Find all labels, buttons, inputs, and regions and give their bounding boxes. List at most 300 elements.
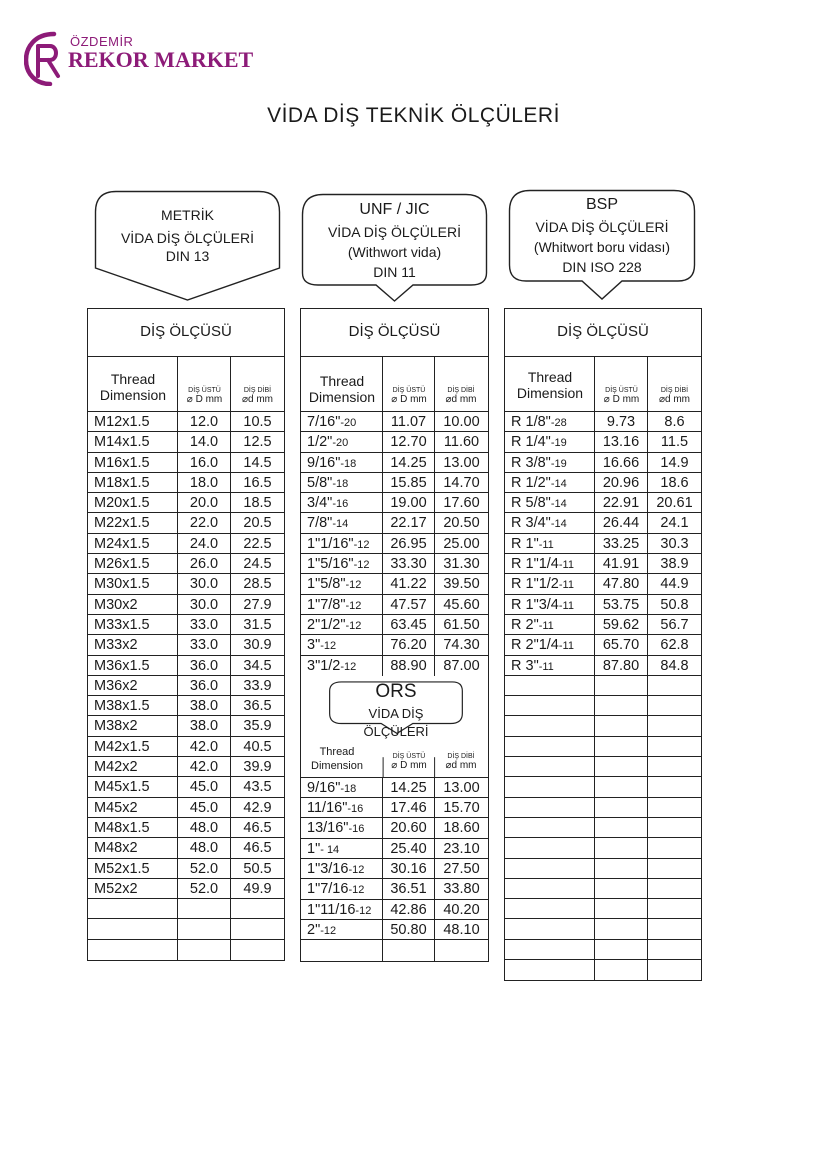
metric-thread-cell (88, 453, 178, 472)
bsp-minor-diameter (648, 737, 701, 756)
bsp-major-diameter: 59.62 (595, 615, 648, 634)
unf-major-diameter: 15.85 (383, 473, 435, 492)
unf-column-headers (301, 357, 488, 412)
bsp-row (505, 574, 701, 594)
unf-minor-diameter: 14.70 (443, 474, 480, 491)
unf-minor-diameter: 13.00 (443, 454, 480, 471)
metric-th-thread-2: Dimension (99, 387, 167, 403)
bsp-thread-cell (505, 940, 595, 959)
unf-major-diameter: 76.20 (383, 635, 435, 654)
bsp-thread-pitch: -14 (550, 498, 567, 511)
ors-minor-diameter: 27.50 (443, 861, 480, 878)
bsp-major-diameter (595, 716, 648, 735)
unf-major-diameter: 22.17 (383, 513, 435, 532)
bsp-th-thread-1: Thread (527, 369, 573, 385)
bsp-thread-cell (505, 493, 595, 512)
bsp-row (505, 696, 701, 716)
metric-thread-cell (88, 818, 178, 837)
unf-row (301, 615, 488, 635)
bsp-thread-pitch: -14 (550, 518, 567, 531)
bsp-major-diameter: 53.75 (595, 595, 648, 614)
metric-minor-diameter: 40.5 (243, 738, 272, 755)
metric-column-headers (88, 357, 284, 412)
bsp-row (505, 534, 701, 554)
bsp-minor-diameter (648, 919, 701, 938)
bsp-thread-cell (505, 656, 595, 675)
metric-thread-size: M20x1.5 (94, 495, 150, 512)
metric-thread-cell (88, 615, 178, 634)
bsp-minor-diameter: 14.9 (660, 454, 689, 471)
metric-thread-size: M42x1.5 (94, 738, 150, 755)
ors-major-diameter: 36.51 (383, 879, 435, 898)
bsp-major-diameter: 65.70 (595, 635, 648, 654)
bsp-thread-cell (505, 757, 595, 776)
bsp-row (505, 798, 701, 818)
ors-thread-cell (301, 778, 383, 797)
bsp-th-thread-2: Dimension (516, 385, 584, 401)
metric-row (88, 615, 284, 635)
unf-thread-pitch: -12 (345, 619, 362, 632)
metric-row (88, 412, 284, 432)
unf-minor-diameter: 20.50 (443, 515, 480, 532)
ors-thread-cell (301, 798, 383, 817)
metric-thread-size: M45x1.5 (94, 779, 150, 796)
bsp-thread-pitch: -11 (538, 538, 554, 551)
metric-minor-diameter: 46.5 (243, 840, 272, 857)
bsp-major-diameter: 9.73 (595, 412, 648, 431)
unf-thread-pitch: -20 (340, 417, 357, 429)
metric-row (88, 676, 284, 696)
unf-thread-cell (301, 595, 383, 614)
ors-row (301, 818, 488, 838)
metric-row (88, 493, 284, 513)
bsp-row (505, 757, 701, 777)
metric-thread-size: M24x1.5 (94, 535, 150, 552)
unf-thread-cell (301, 534, 383, 553)
unf-minor-diameter: 31.30 (443, 556, 480, 573)
bsp-minor-diameter: 84.8 (660, 657, 689, 674)
unf-th-dis-dibi: DİŞ DİBİ (447, 387, 475, 394)
ors-major-diameter: 25.40 (383, 839, 435, 858)
bsp-minor-diameter (648, 676, 701, 695)
unf-minor-diameter: 39.50 (443, 576, 480, 593)
ors-thread-pitch: -12 (348, 884, 365, 897)
metric-row (88, 554, 284, 574)
ors-thread-pitch: -12 (320, 924, 337, 937)
metric-major-diameter: 18.0 (178, 473, 231, 492)
ors-thread-size: 1" (307, 840, 321, 857)
bsp-major-diameter (595, 960, 648, 980)
ors-thread-size: 9/16" (307, 779, 341, 796)
unf-badge-line-2: VİDA DİŞ ÖLÇÜLERİ (327, 224, 462, 240)
metric-thread-size: M14x1.5 (94, 434, 150, 451)
bsp-thread-cell (505, 595, 595, 614)
brand-small-text: ÖZDEMİR (70, 34, 134, 49)
bsp-minor-diameter (648, 818, 701, 837)
brand-name: REKOR MARKET (68, 47, 254, 72)
unf-thread-pitch: -12 (320, 640, 337, 653)
unf-row (301, 493, 488, 513)
unf-thread-size: 3" (307, 637, 321, 654)
bsp-minor-diameter: 62.8 (660, 637, 689, 654)
bsp-thread-cell (505, 635, 595, 654)
metric-thread-size: M36x1.5 (94, 657, 150, 674)
unf-badge (301, 193, 488, 303)
unf-major-diameter: 88.90 (383, 656, 435, 676)
metric-minor-diameter: 36.5 (243, 698, 272, 715)
metric-thread-cell (88, 777, 178, 796)
unf-thread-pitch: -12 (345, 599, 362, 612)
bsp-major-diameter (595, 798, 648, 817)
ors-row (301, 920, 488, 940)
bsp-thread-pitch: -28 (550, 417, 567, 429)
unf-table-body (301, 412, 488, 676)
bsp-thread-cell (505, 859, 595, 878)
bsp-thread-size: R 2" (511, 616, 539, 633)
metric-major-diameter: 12.0 (178, 412, 231, 431)
metric-major-diameter: 24.0 (178, 534, 231, 553)
metric-row (88, 838, 284, 858)
metric-minor-diameter: 20.5 (243, 515, 272, 532)
ors-thread-pitch: -12 (348, 864, 365, 877)
metric-minor-diameter: 39.9 (243, 759, 272, 776)
metric-thread-size: M22x1.5 (94, 515, 150, 532)
metric-row (88, 574, 284, 594)
ors-thread-size: 11/16" (307, 800, 348, 817)
unf-thread-cell (301, 615, 383, 634)
bsp-badge-line-1: BSP (585, 196, 618, 213)
metric-minor-diameter: 10.5 (243, 414, 272, 430)
bsp-th-dis-ustu: DİŞ ÜSTÜ (605, 387, 638, 394)
ors-thread-cell (301, 859, 383, 878)
bsp-th-dis-ustu-unit: ⌀ D mm (603, 394, 640, 405)
bsp-row (505, 493, 701, 513)
metric-row (88, 595, 284, 615)
unf-thread-size: 2"1/2" (307, 616, 346, 633)
metric-row (88, 656, 284, 676)
metric-thread-cell (88, 554, 178, 573)
bsp-minor-diameter (648, 960, 701, 980)
unf-table (300, 308, 489, 962)
bsp-row (505, 554, 701, 574)
bsp-minor-diameter (648, 777, 701, 796)
bsp-minor-diameter: 30.3 (660, 535, 689, 552)
ors-row (301, 900, 488, 920)
metric-row (88, 696, 284, 716)
unf-major-diameter: 19.00 (383, 493, 435, 512)
bsp-major-diameter (595, 879, 648, 898)
ors-minor-diameter: 13.00 (443, 779, 480, 796)
bsp-major-diameter (595, 818, 648, 837)
metric-thread-cell (88, 737, 178, 756)
metric-minor-diameter: 31.5 (243, 616, 272, 633)
bsp-thread-size: R 3/4" (511, 515, 551, 532)
metric-th-thread-1: Thread (110, 371, 156, 387)
unf-thread-pitch: -20 (332, 437, 349, 450)
metric-thread-size: M18x1.5 (94, 474, 150, 491)
metric-minor-diameter: 22.5 (243, 535, 272, 552)
bsp-minor-diameter: 44.9 (660, 576, 689, 593)
bsp-thread-cell (505, 899, 595, 918)
brand-r-icon (24, 30, 68, 86)
unf-thread-size: 9/16" (307, 454, 341, 471)
metric-minor-diameter: 33.9 (243, 677, 272, 694)
metric-row (88, 453, 284, 473)
metric-row (88, 473, 284, 493)
bsp-thread-cell (505, 453, 595, 472)
bsp-major-diameter (595, 899, 648, 918)
unf-thread-pitch: -12 (353, 538, 370, 551)
metric-minor-diameter: 50.5 (243, 860, 272, 877)
bsp-minor-diameter (648, 859, 701, 878)
unf-major-diameter: 12.70 (383, 432, 435, 451)
metric-th-dis-dibi: DİŞ DİBİ (243, 387, 272, 394)
bsp-minor-diameter: 38.9 (660, 556, 689, 573)
bsp-row (505, 940, 701, 960)
ors-badge-line-2: VİDA DİŞ (368, 705, 424, 721)
bsp-major-diameter (595, 940, 648, 959)
metric-major-diameter: 45.0 (178, 777, 231, 796)
bsp-major-diameter: 22.91 (595, 493, 648, 512)
metric-row (88, 859, 284, 879)
metric-minor-diameter: 35.9 (243, 718, 272, 735)
metric-major-diameter: 22.0 (178, 513, 231, 532)
ors-section (301, 676, 488, 778)
ors-thread-cell (301, 900, 383, 919)
ors-major-diameter: 42.86 (383, 900, 435, 919)
metric-thread-cell (88, 879, 178, 898)
bsp-thread-size: R 1"3/4 (511, 596, 559, 613)
metric-major-diameter: 14.0 (178, 432, 231, 451)
ors-major-diameter: 17.46 (383, 798, 435, 817)
metric-minor-diameter: 14.5 (243, 454, 272, 471)
bsp-thread-size: R 1"1/4 (511, 556, 559, 573)
metric-table (87, 308, 285, 961)
bsp-row (505, 595, 701, 615)
unf-row (301, 432, 488, 452)
metric-badge (94, 190, 281, 302)
unf-thread-cell (301, 574, 383, 593)
ors-row (301, 859, 488, 879)
unf-row (301, 412, 488, 432)
unf-thread-size: 7/8" (307, 515, 333, 532)
bsp-minor-diameter (648, 716, 701, 735)
metric-minor-diameter: 24.5 (243, 556, 272, 573)
ors-row (301, 839, 488, 859)
metric-table-body (88, 412, 284, 960)
unf-thread-cell (301, 635, 383, 654)
unf-badge-line-1: UNF / JIC (359, 201, 430, 218)
ors-minor-diameter: 40.20 (443, 901, 480, 918)
bsp-row (505, 859, 701, 879)
bsp-thread-size: R 1/2" (511, 474, 551, 491)
bsp-thread-cell (505, 412, 595, 431)
metric-badge-line-2: VİDA DİŞ ÖLÇÜLERİ (120, 230, 255, 246)
metric-thread-cell (88, 534, 178, 553)
ors-thread-pitch: - 14 (320, 843, 340, 856)
bsp-thread-cell (505, 513, 595, 532)
ors-row (301, 798, 488, 818)
metric-thread-cell (88, 838, 178, 857)
bsp-thread-cell (505, 534, 595, 553)
metric-minor-diameter: 49.9 (243, 880, 272, 897)
bsp-major-diameter: 87.80 (595, 656, 648, 675)
metric-thread-cell (88, 656, 178, 675)
unf-thread-cell (301, 432, 383, 451)
bsp-row (505, 919, 701, 939)
unf-row (301, 635, 488, 655)
metric-major-diameter: 20.0 (178, 493, 231, 512)
metric-row (88, 432, 284, 452)
page-title: VİDA DİŞ TEKNİK ÖLÇÜLERİ (267, 104, 560, 127)
unf-row (301, 554, 488, 574)
ors-thread-pitch: -12 (355, 904, 372, 917)
metric-th-dis-dibi-unit: ⌀d mm (241, 394, 274, 405)
metric-thread-size: M38x2 (94, 718, 138, 735)
metric-row (88, 818, 284, 838)
bsp-thread-cell (505, 798, 595, 817)
metric-th-dis-ustu: DİŞ ÜSTÜ (188, 387, 221, 394)
unf-row (301, 473, 488, 493)
bsp-thread-cell (505, 473, 595, 492)
metric-row (88, 879, 284, 899)
unf-thread-pitch: -18 (340, 457, 357, 470)
metric-thread-cell (88, 473, 178, 492)
unf-th-thread-1: Thread (319, 373, 365, 389)
bsp-thread-pitch: -11 (538, 660, 554, 673)
bsp-thread-size: R 1/8" (511, 414, 551, 430)
bsp-thread-cell (505, 818, 595, 837)
metric-major-diameter: 48.0 (178, 818, 231, 837)
metric-minor-diameter (231, 940, 284, 960)
unf-major-diameter: 41.22 (383, 574, 435, 593)
metric-minor-diameter (231, 899, 284, 918)
bsp-minor-diameter (648, 696, 701, 715)
ors-thread-pitch: -16 (347, 803, 364, 816)
unf-th-dis-dibi-unit: ⌀d mm (445, 394, 477, 405)
metric-major-diameter: 38.0 (178, 696, 231, 715)
unf-thread-size: 1"7/8" (307, 596, 346, 613)
ors-row (301, 778, 488, 798)
bsp-column-headers (505, 357, 701, 412)
metric-major-diameter: 30.0 (178, 574, 231, 593)
bsp-thread-size: R 1" (511, 535, 539, 552)
metric-thread-size: M30x1.5 (94, 576, 150, 593)
metric-major-diameter (178, 919, 231, 938)
bsp-major-diameter: 33.25 (595, 534, 648, 553)
ors-row (301, 940, 488, 960)
metric-thread-cell (88, 757, 178, 776)
metric-thread-size: M36x2 (94, 677, 138, 694)
bsp-table (504, 308, 702, 981)
bsp-row (505, 513, 701, 533)
metric-major-diameter: 48.0 (178, 838, 231, 857)
metric-major-diameter: 45.0 (178, 798, 231, 817)
ors-major-diameter: 30.16 (383, 859, 435, 878)
unf-row (301, 513, 488, 533)
unf-major-diameter: 33.30 (383, 554, 435, 573)
metric-minor-diameter: 30.9 (243, 637, 272, 654)
metric-thread-cell (88, 493, 178, 512)
ors-major-diameter: 14.25 (383, 778, 435, 797)
bsp-thread-pitch: -19 (550, 457, 567, 470)
metric-thread-cell (88, 635, 178, 654)
bsp-row (505, 412, 701, 432)
metric-table-header: DİŞ ÖLÇÜSÜ (88, 309, 284, 357)
bsp-row (505, 818, 701, 838)
metric-minor-diameter (231, 919, 284, 938)
bsp-thread-size: R 3" (511, 657, 539, 674)
unf-row (301, 595, 488, 615)
metric-major-diameter: 38.0 (178, 716, 231, 735)
unf-table-header: DİŞ ÖLÇÜSÜ (301, 309, 488, 357)
metric-thread-cell (88, 696, 178, 715)
bsp-thread-cell (505, 432, 595, 451)
metric-row (88, 940, 284, 960)
ors-table-body (301, 778, 488, 961)
metric-row (88, 534, 284, 554)
bsp-thread-pitch: -11 (558, 599, 574, 612)
unf-thread-cell (301, 656, 383, 676)
bsp-thread-pitch: -11 (538, 619, 554, 632)
unf-thread-cell (301, 513, 383, 532)
metric-th-dis-ustu-unit: ⌀ D mm (186, 394, 223, 405)
bsp-thread-cell (505, 919, 595, 938)
unf-minor-diameter: 11.60 (443, 434, 480, 451)
unf-minor-diameter: 87.00 (443, 657, 480, 674)
unf-thread-size: 7/16" (307, 414, 341, 430)
metric-major-diameter (178, 899, 231, 918)
metric-thread-cell (88, 513, 178, 532)
ors-th-dis-dibi-unit: ⌀d mm (445, 759, 477, 771)
metric-major-diameter: 52.0 (178, 859, 231, 878)
bsp-major-diameter: 41.91 (595, 554, 648, 573)
bsp-thread-cell (505, 777, 595, 796)
unf-major-diameter: 26.95 (383, 534, 435, 553)
metric-major-diameter: 36.0 (178, 676, 231, 695)
bsp-row (505, 838, 701, 858)
metric-thread-size: M52x1.5 (94, 860, 150, 877)
bsp-major-diameter (595, 696, 648, 715)
ors-minor-diameter (435, 940, 488, 960)
ors-thread-pitch: -18 (340, 782, 357, 795)
ors-minor-diameter: 48.10 (443, 921, 480, 938)
bsp-row (505, 615, 701, 635)
metric-thread-size: M52x2 (94, 880, 138, 897)
unf-thread-size: 1"5/16" (307, 556, 354, 573)
bsp-thread-cell (505, 716, 595, 735)
ors-minor-diameter: 33.80 (443, 881, 480, 898)
ors-major-diameter (383, 940, 435, 960)
metric-badge-line-3: DIN 13 (165, 248, 210, 264)
metric-row (88, 757, 284, 777)
bsp-badge-line-2: VİDA DİŞ ÖLÇÜLERİ (535, 219, 669, 235)
bsp-thread-cell (505, 615, 595, 634)
metric-row (88, 777, 284, 797)
metric-thread-cell (88, 412, 178, 431)
bsp-minor-diameter: 18.6 (660, 474, 689, 491)
metric-thread-cell (88, 940, 178, 960)
metric-row (88, 737, 284, 757)
metric-major-diameter: 36.0 (178, 656, 231, 675)
bsp-minor-diameter: 11.5 (660, 434, 689, 451)
ors-minor-diameter: 18.60 (443, 820, 480, 837)
metric-row (88, 513, 284, 533)
unf-major-diameter: 47.57 (383, 595, 435, 614)
metric-thread-size: M42x2 (94, 759, 138, 776)
bsp-row (505, 777, 701, 797)
bsp-major-diameter (595, 859, 648, 878)
